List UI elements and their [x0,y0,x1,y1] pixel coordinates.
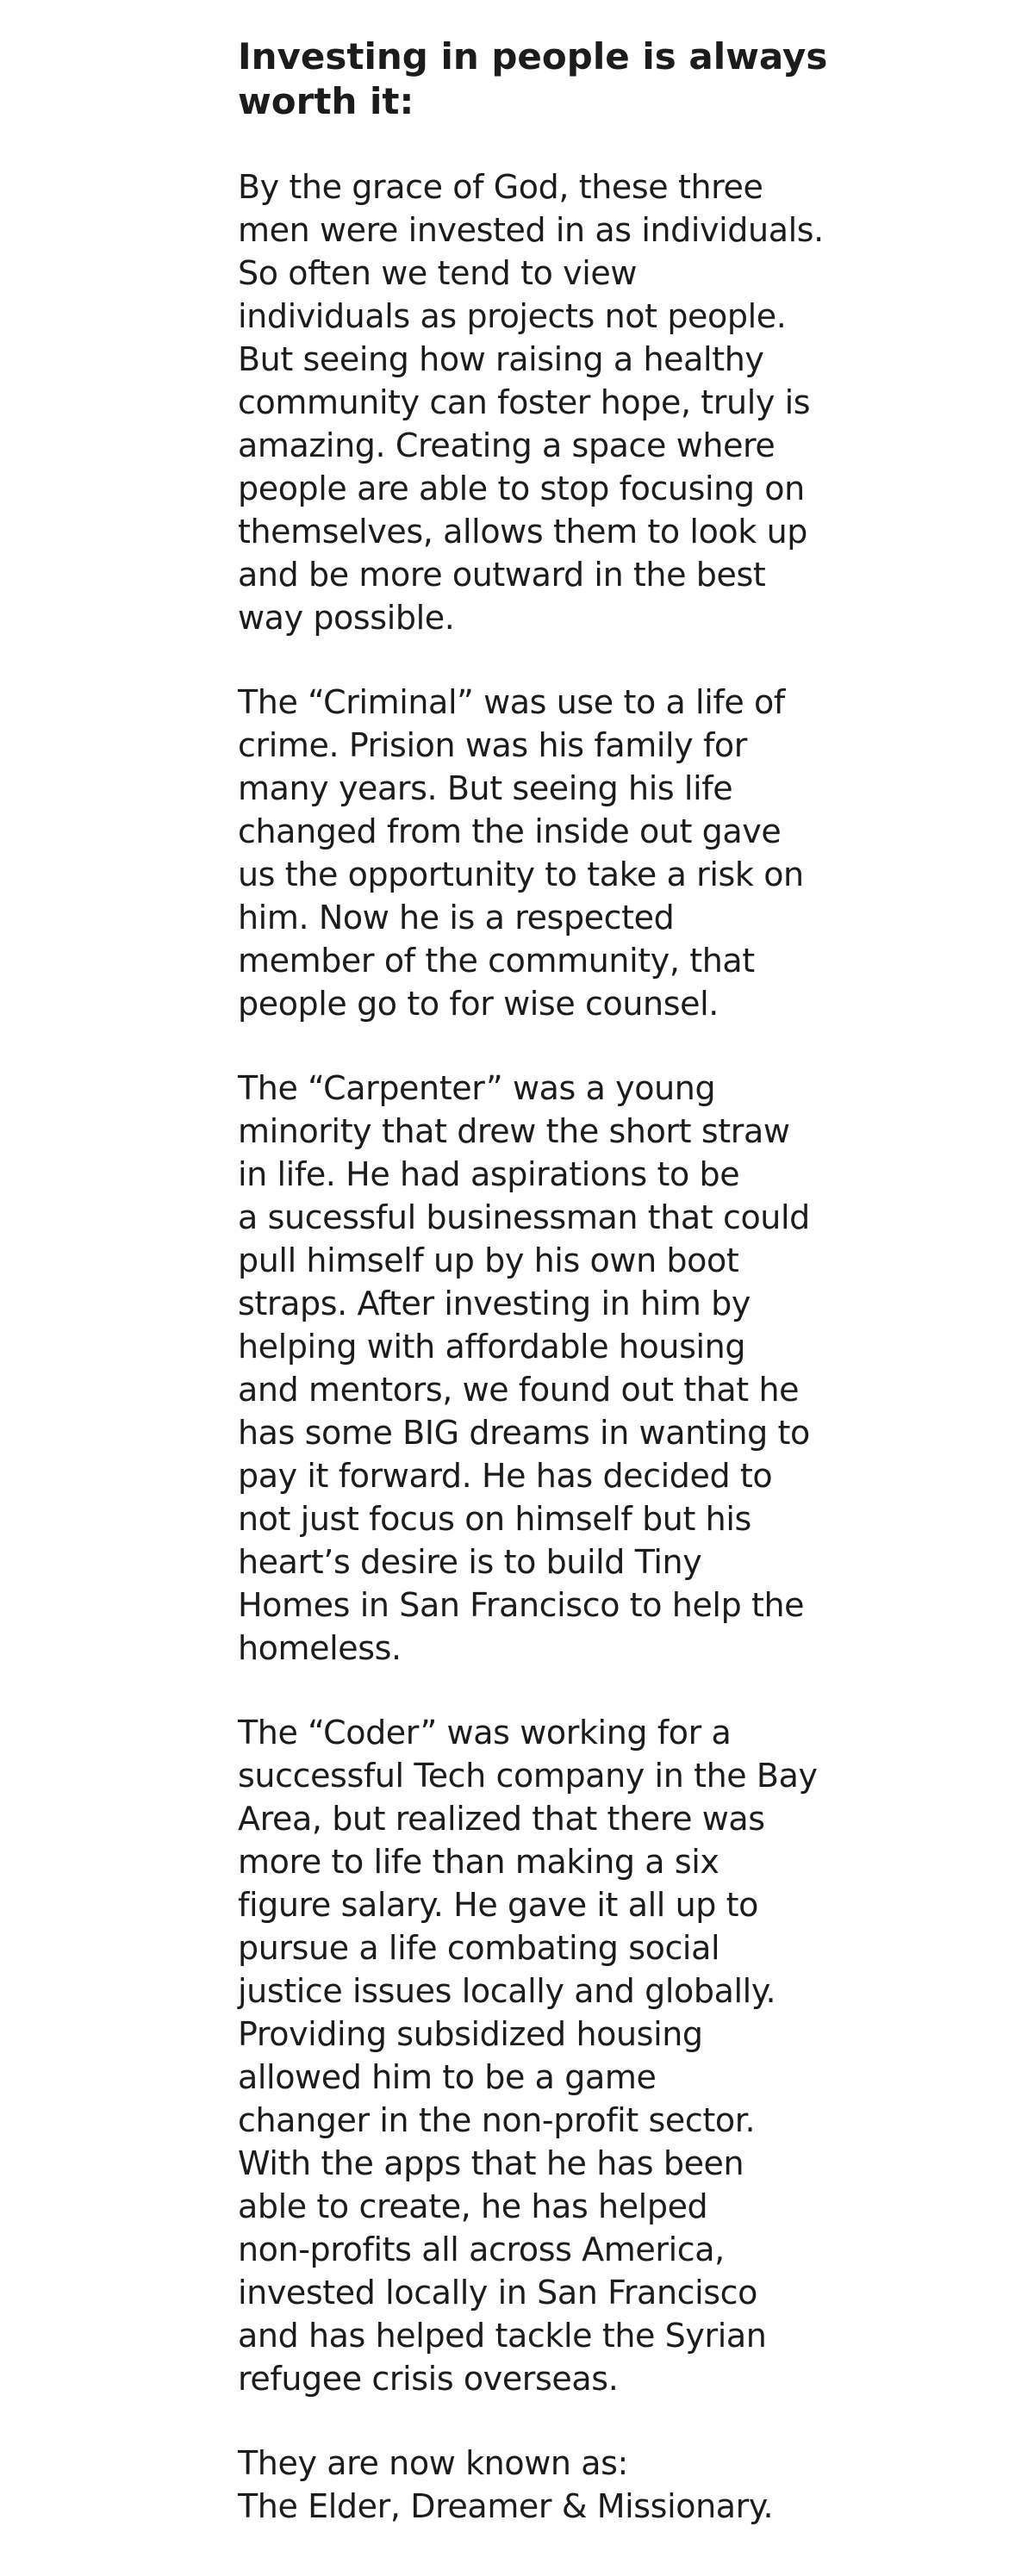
text-line: in life. He had aspirations to be [238,1155,740,1193]
paragraph-criminal [238,681,841,1025]
heading-line: Investing in people is always [238,35,828,78]
text-line: The “Coder” was working for a [238,1714,732,1752]
text-line: member of the community, that [238,942,755,980]
text-line: refugee crisis overseas. [238,2360,619,2398]
text-line: So often we tend to view [238,254,638,292]
text-line: They are now known as: [238,2444,628,2482]
paragraph-intro [238,165,841,639]
text-line: straps. After investing in him by [238,1285,751,1322]
text-line: The “Criminal” was use to a life of [238,683,785,721]
text-line: But seeing how raising a healthy [238,340,764,378]
paragraph-coder [238,1711,841,2400]
text-line: invested locally in San Francisco [238,2274,758,2312]
text-line: and has helped tackle the Syrian [238,2317,767,2355]
text-line: changed from the inside out gave [238,812,782,850]
text-line: crime. Prision was his family for [238,726,747,764]
text-line: With the apps that he has been [238,2144,744,2182]
paragraph-carpenter [238,1067,841,1670]
article-heading [238,34,841,124]
text-line: men were invested in as individuals. [238,211,824,249]
text-line: figure salary. He gave it all up to [238,1886,759,1924]
text-line: The “Carpenter” was a young [238,1069,716,1107]
text-line: Area, but realized that there was [238,1800,765,1838]
text-line: themselves, allows them to look up [238,513,807,551]
text-line: pull himself up by his own boot [238,1241,739,1279]
heading-line: worth it: [238,80,414,122]
text-line: able to create, he has helped [238,2187,708,2225]
text-line: pay it forward. He has decided to [238,1457,773,1495]
text-line: Providing subsidized housing [238,2015,703,2053]
text-line: homeless. [238,1629,402,1667]
article [238,34,841,2528]
text-line: way possible. [238,599,455,637]
text-line: and be more outward in the best [238,556,766,594]
text-line: helping with affordable housing [238,1328,746,1366]
text-line: Homes in San Francisco to help the [238,1586,805,1624]
text-line: people are able to stop focusing on [238,470,805,507]
text-line: people go to for wise counsel. [238,985,719,1023]
text-line: non-profits all across America, [238,2231,725,2268]
text-line: amazing. Creating a space where [238,426,776,464]
text-line: and mentors, we found out that he [238,1371,800,1409]
text-line: him. Now he is a respected [238,899,675,936]
text-line: us the opportunity to take a risk on [238,856,804,893]
text-line: By the grace of God, these three [238,168,763,206]
text-line: many years. But seeing his life [238,769,733,807]
text-line: justice issues locally and globally. [238,1972,776,2010]
text-line: pursue a life combating social [238,1929,720,1967]
text-line: not just focus on himself but his [238,1500,751,1538]
text-line: The Elder, Dreamer & Missionary. [238,2487,774,2525]
text-line: changer in the non-profit sector. [238,2101,756,2139]
text-line: has some BIG dreams in wanting to [238,1414,810,1452]
text-line: allowed him to be a game [238,2058,657,2096]
text-line: community can foster hope, truly is [238,383,811,421]
text-line: individuals as projects not people. [238,297,787,335]
text-line: minority that drew the short straw [238,1112,790,1150]
text-line: a sucessful businessman that could [238,1198,810,1236]
text-line: heart’s desire is to build Tiny [238,1543,702,1581]
paragraph-conclusion [238,2442,841,2528]
text-line: successful Tech company in the Bay [238,1757,818,1795]
text-line: more to life than making a six [238,1843,719,1881]
